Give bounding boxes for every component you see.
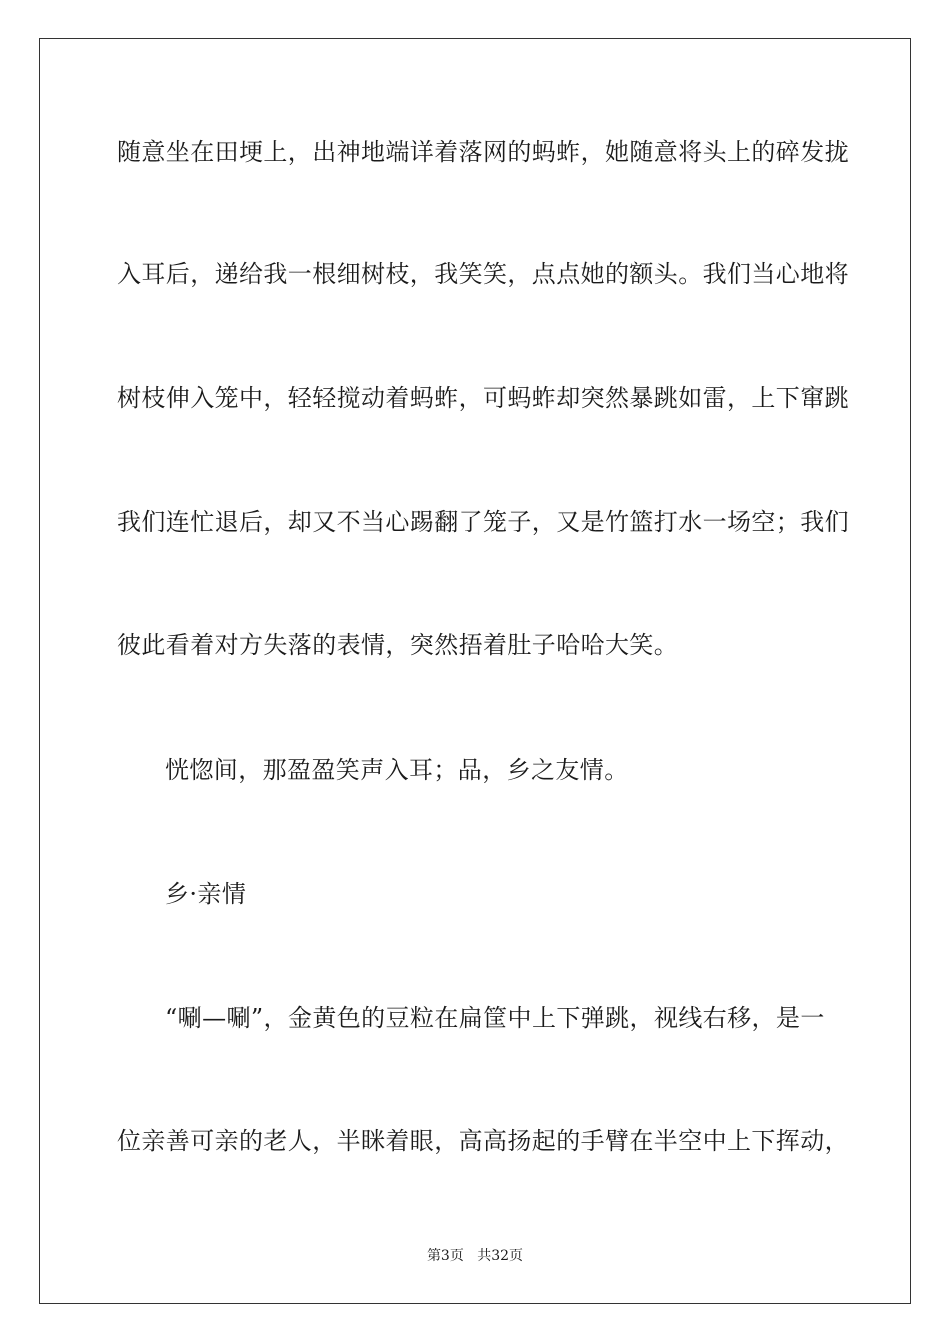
text-line-8: “唰—唰”，金黄色的豆粒在扁筐中上下弹跳，视线右移，是一 bbox=[165, 1004, 825, 1032]
text-line-5: 彼此看着对方失落的表情，突然捂着肚子哈哈大笑。 bbox=[117, 631, 679, 659]
text-line-2: 入耳后，递给我一根细树枝，我笑笑，点点她的额头。我们当心地将 bbox=[117, 260, 849, 288]
text-line-9: 位亲善可亲的老人，半眯着眼，高高扬起的手臂在半空中上下挥动， bbox=[117, 1127, 849, 1155]
section-heading: 乡·亲情 bbox=[165, 880, 247, 908]
page-border bbox=[39, 38, 911, 1304]
text-line-4: 我们连忙退后，却又不当心踢翻了笼子，又是竹篮打水一场空；我们 bbox=[117, 508, 849, 536]
text-line-3: 树枝伸入笼中，轻轻搅动着蚂蚱，可蚂蚱却突然暴跳如雷，上下窜跳 bbox=[117, 384, 849, 412]
page-footer bbox=[0, 1247, 950, 1265]
text-line-1: 随意坐在田埂上，出神地端详着落网的蚂蚱，她随意将头上的碎发拢 bbox=[117, 138, 849, 166]
page-total: 共32页 bbox=[477, 1248, 524, 1264]
page-number: 第3页 bbox=[426, 1248, 464, 1264]
text-line-6: 恍惚间，那盈盈笑声入耳；品，乡之友情。 bbox=[165, 756, 629, 784]
